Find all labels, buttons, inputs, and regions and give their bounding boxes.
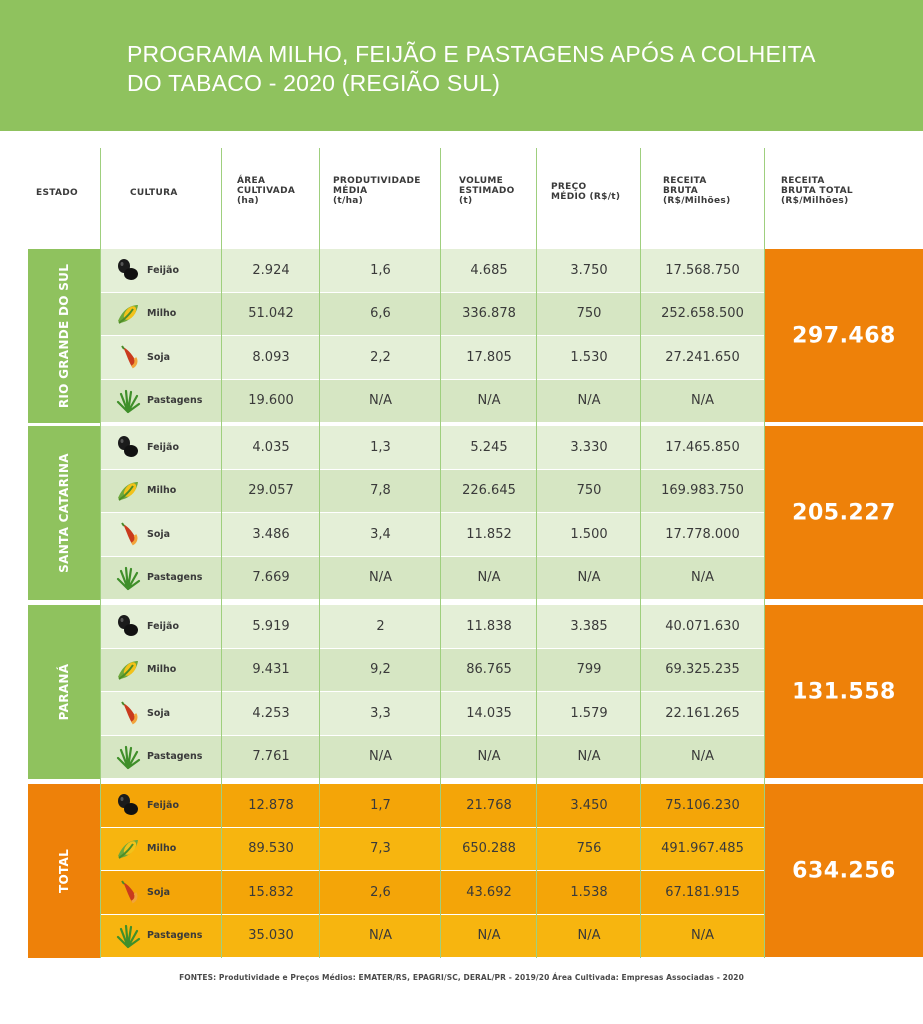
crop-cell [101,649,221,692]
pastagens-icon [115,565,141,591]
crop-label: Feijão [147,441,179,453]
state-label-band [28,784,100,958]
cell-area: 4.253 [252,705,290,721]
header-receita-line: RECEITA [663,176,707,186]
cell-preco: N/A [577,749,601,765]
header-receita-line: (R$/Milhões) [663,196,731,206]
cell-volume: 11.852 [466,526,512,542]
header-area [237,176,295,206]
column-divider [221,148,222,958]
cell-receita: 252.658.500 [661,306,744,322]
cell-prod: 2,6 [370,884,391,900]
crop-cell [101,249,221,292]
table-row [101,915,764,958]
state-name: PARANÁ [57,663,71,721]
cell-prod: N/A [369,928,392,944]
cell-area: 35.030 [248,928,294,944]
cell-area: 51.042 [248,306,294,322]
table-row [101,649,764,692]
cell-preco: 3.450 [570,797,608,813]
crop-cell [101,470,221,513]
pastagens-icon [115,744,141,770]
cell-preco: 750 [576,306,602,322]
header-receita-total-line: RECEITA [781,176,825,186]
cell-volume: 17.805 [466,349,512,365]
cell-volume: 336.878 [462,306,516,322]
feijao-icon [115,792,141,818]
feijao-icon [115,434,141,460]
cell-preco: 3.385 [570,618,608,634]
crop-cell [101,380,221,423]
cell-prod: N/A [369,749,392,765]
column-divider [640,148,641,958]
cell-volume: N/A [477,928,501,944]
crop-label: Pastagens [147,572,203,584]
crop-cell [101,784,221,827]
header-prod-line: MÉDIA [333,186,368,196]
crop-cell [101,513,221,556]
cell-receita: N/A [691,570,714,586]
feijao-icon [115,613,141,639]
cell-area: 7.669 [252,570,290,586]
table-row [101,736,764,779]
page-title [127,40,867,98]
milho-icon [115,301,141,327]
cell-preco: 1.530 [570,349,608,365]
cell-area: 7.761 [252,749,290,765]
header-preco [551,182,620,202]
cell-preco: 3.330 [570,439,608,455]
table-row [101,605,764,648]
milho-icon [115,836,141,862]
cell-volume: 14.035 [466,705,512,721]
cell-area: 3.486 [252,526,290,542]
header-area-line: ÁREA [237,176,266,186]
soja-icon [115,521,141,547]
header-volume-line: (t) [459,196,473,206]
crop-cell [101,915,221,958]
cell-prod: 2 [376,618,385,634]
crop-cell [101,736,221,779]
state-label-band [28,249,100,423]
receita-total-value: 634.256 [792,858,896,883]
receita-total-cell [765,605,923,778]
cell-prod: N/A [369,570,392,586]
header-produtividade [333,176,421,206]
cell-volume: 86.765 [466,662,512,678]
cell-preco: N/A [577,393,601,409]
cell-preco: 750 [576,483,602,499]
cell-prod: N/A [369,393,392,409]
cell-volume: 11.838 [466,618,512,634]
table-row [101,784,764,827]
cell-area: 89.530 [248,841,294,857]
header-volume-line: VOLUME [459,176,504,186]
cell-receita: 169.983.750 [661,483,744,499]
crop-cell [101,293,221,336]
sources-footnote: FONTES: Produtividade e Preços Médios: EMATER/RS, EPAGRI/SC, DERAL/PR - 2019/20 Área Cultivada: Empresas Associadas - 2020 [179,973,744,982]
receita-total-value: 205.227 [792,500,896,525]
cell-preco: 1.538 [570,884,608,900]
cell-volume: 226.645 [462,483,516,499]
crop-cell [101,828,221,871]
cell-prod: 6,6 [370,306,391,322]
cell-receita: 69.325.235 [665,662,740,678]
cell-area: 29.057 [248,483,294,499]
milho-icon [115,478,141,504]
crop-label: Soja [147,528,171,540]
crop-label: Pastagens [147,395,203,407]
cell-volume: N/A [477,570,501,586]
column-divider [764,148,765,958]
header-receita-total-line: BRUTA TOTAL [781,186,853,196]
cell-area: 15.832 [248,884,294,900]
title-line-1: PROGRAMA MILHO, FEIJÃO E PASTAGENS APÓS A COLHEITA [127,41,816,67]
state-name: TOTAL [57,848,71,894]
cell-receita: 27.241.650 [665,349,740,365]
table-row [101,380,764,423]
cell-receita: 22.161.265 [665,705,740,721]
header-receita-line: BRUTA [663,186,699,196]
receita-total-cell [765,249,923,422]
cell-preco: N/A [577,928,601,944]
cell-preco: N/A [577,570,601,586]
crop-cell [101,426,221,469]
cell-preco: 799 [576,662,602,678]
cell-receita: 67.181.915 [665,884,740,900]
crop-label: Milho [147,308,177,320]
cell-prod: 9,2 [370,662,391,678]
cell-area: 12.878 [248,797,294,813]
header-estado: ESTADO [36,188,78,198]
cell-prod: 1,7 [370,797,391,813]
pastagens-icon [115,388,141,414]
table-row [101,336,764,379]
crop-label: Milho [147,843,177,855]
crop-label: Milho [147,485,177,497]
cell-preco: 756 [576,841,602,857]
header-receita-total [781,176,853,206]
cell-area: 8.093 [252,349,290,365]
table-row [101,557,764,600]
receita-total-cell [765,784,923,957]
state-label-band [28,605,100,779]
header-preco-line: MÉDIO (R$/t) [551,192,621,202]
crop-label: Feijão [147,264,179,276]
cell-area: 19.600 [248,393,294,409]
header-volume-line: ESTIMADO [459,186,515,196]
crop-label: Milho [147,664,177,676]
table-row [101,470,764,513]
feijao-icon [115,257,141,283]
cell-receita: 17.778.000 [665,526,740,542]
header-area-line: CULTIVADA [237,186,296,196]
header-prod-line: (t/ha) [333,196,364,206]
receita-total-value: 297.468 [792,323,896,348]
header-cultura: CULTURA [130,188,178,198]
state-name: RIO GRANDE DO SUL [57,263,71,409]
cell-volume: 4.685 [470,262,508,278]
cell-volume: 21.768 [466,797,512,813]
column-divider [536,148,537,958]
cell-receita: N/A [691,928,714,944]
header-receita-total-line: (R$/Milhões) [781,196,849,206]
crop-cell [101,557,221,600]
cell-receita: 75.106.230 [665,797,740,813]
crop-label: Feijão [147,799,179,811]
cell-preco: 3.750 [570,262,608,278]
table-row [101,513,764,556]
cell-area: 4.035 [252,439,290,455]
soja-icon [115,344,141,370]
soja-icon [115,879,141,905]
milho-icon [115,657,141,683]
table-row [101,426,764,469]
cell-receita: N/A [691,393,714,409]
cell-prod: 3,4 [370,526,391,542]
cell-receita: 40.071.630 [665,618,740,634]
cell-volume: N/A [477,749,501,765]
cell-preco: 1.579 [570,705,608,721]
title-banner [0,0,923,131]
cell-prod: 1,6 [370,262,391,278]
header-area-line: (ha) [237,196,259,206]
cell-prod: 1,3 [370,439,391,455]
cell-area: 5.919 [252,618,290,634]
header-preco-line: PREÇO [551,182,587,192]
column-divider [440,148,441,958]
column-divider [100,148,101,958]
crop-cell [101,336,221,379]
crop-label: Soja [147,351,171,363]
receita-total-value: 131.558 [792,679,896,704]
cell-prod: 2,2 [370,349,391,365]
cell-preco: 1.500 [570,526,608,542]
crop-cell [101,692,221,735]
crop-label: Soja [147,707,171,719]
cell-volume: 650.288 [462,841,516,857]
cell-area: 9.431 [252,662,290,678]
cell-prod: 7,3 [370,841,391,857]
table-row [101,249,764,292]
title-line-2: DO TABACO - 2020 (REGIÃO SUL) [127,70,501,96]
table-row [101,692,764,735]
cell-volume: 5.245 [470,439,508,455]
cell-volume: 43.692 [466,884,512,900]
cell-prod: 3,3 [370,705,391,721]
cell-receita: N/A [691,749,714,765]
cell-prod: 7,8 [370,483,391,499]
table-row [101,828,764,871]
soja-icon [115,700,141,726]
crop-cell [101,605,221,648]
cell-area: 2.924 [252,262,290,278]
state-label-band [28,426,100,600]
receita-total-cell [765,426,923,599]
cell-receita: 17.465.850 [665,439,740,455]
crop-label: Pastagens [147,930,203,942]
crop-label: Feijão [147,620,179,632]
crop-label: Soja [147,886,171,898]
cell-volume: N/A [477,393,501,409]
header-volume [459,176,515,206]
state-name: SANTA CATARINA [57,453,71,573]
header-receita [663,176,730,206]
table-row [101,293,764,336]
cell-receita: 491.967.485 [661,841,744,857]
header-prod-line: PRODUTIVIDADE [333,176,421,186]
column-divider [319,148,320,958]
crop-label: Pastagens [147,751,203,763]
cell-receita: 17.568.750 [665,262,740,278]
pastagens-icon [115,923,141,949]
table-row [101,871,764,914]
crop-cell [101,871,221,914]
